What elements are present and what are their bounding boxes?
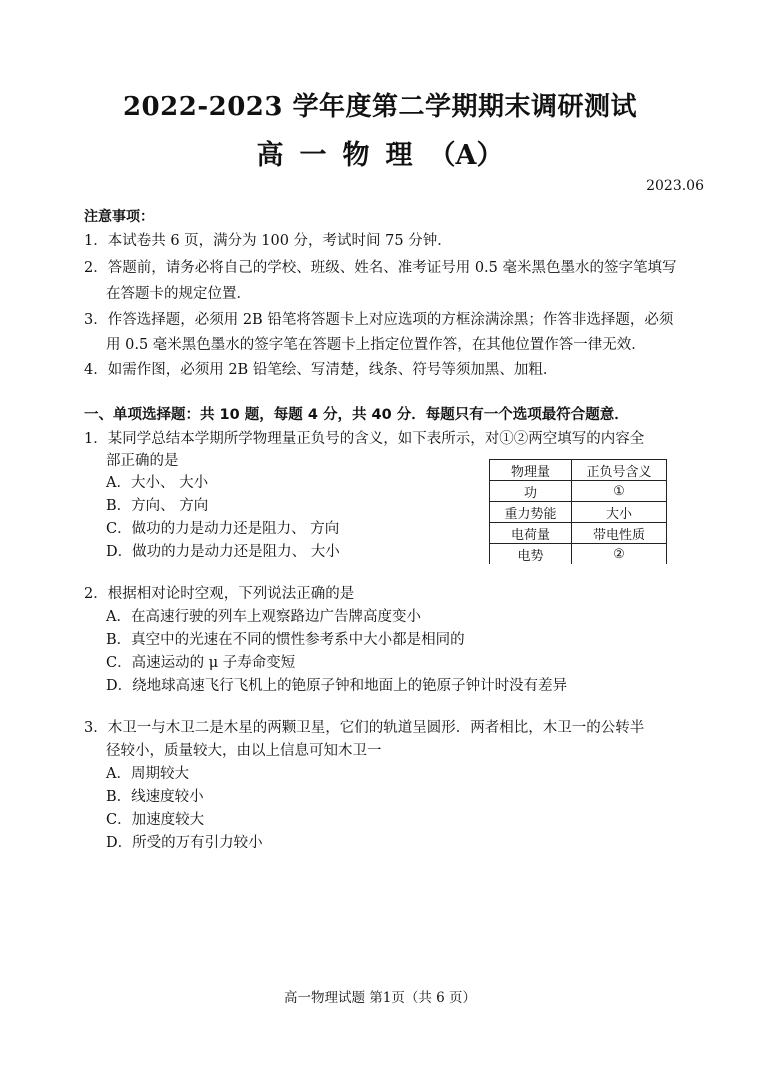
option-d: D．绕地球高速飞行飞机上的铯原子钟和地面上的铯原子钟计时没有差异 xyxy=(106,678,568,694)
exam-subtitle xyxy=(0,133,760,172)
exam-date: 2023.06 xyxy=(646,178,704,194)
option-b: B．方向、 方向 xyxy=(106,498,209,514)
note-item: 3．作答选择题，必须用 2B 铅笔将答题卡上对应选项的方框涂满涂黑；作答非选择题，必须 xyxy=(84,312,674,328)
subtitle-char: （A） xyxy=(428,140,504,171)
option-b: B．线速度较小 xyxy=(106,789,204,805)
table-row xyxy=(490,481,667,502)
note-item: 在答题卡的规定位置． xyxy=(106,286,251,302)
section-heading: 一、单项选择题：共 10 题，每题 4 分，共 40 分．每题只有一个选项最符合题意． xyxy=(84,407,629,423)
option-a: A．在高速行驶的列车上观察路边广告牌高度变小 xyxy=(106,609,421,625)
table-cell: 电势 xyxy=(490,544,572,565)
table-cell: 物理量 xyxy=(490,460,572,481)
table-cell: 正负号含义 xyxy=(572,460,667,481)
page-footer: 高一物理试题 第1页（共 6 页） xyxy=(283,990,477,1006)
question-stem: 径较小，质量较大，由以上信息可知木卫一 xyxy=(106,743,382,759)
option-a: A．周期较大 xyxy=(106,766,189,782)
notes-heading: 注意事项： xyxy=(84,209,154,225)
option-a: A．大小、 大小 xyxy=(106,475,209,491)
option-b: B．真空中的光速在不同的惯性参考系中大小都是相同的 xyxy=(106,632,465,648)
exam-title: 2022-2023 学年度第二学期期末调研测试 xyxy=(122,92,638,122)
option-c: C．做功的力是动力还是阻力、 方向 xyxy=(106,521,340,537)
note-item: 4．如需作图，必须用 2B 铅笔绘、写清楚，线条、符号等须加黑、加粗． xyxy=(84,362,558,378)
option-c: C．高速运动的 μ 子寿命变短 xyxy=(106,655,296,671)
table-row xyxy=(490,502,667,523)
table-cell: 功 xyxy=(490,481,572,502)
option-d: D．做功的力是动力还是阻力、 大小 xyxy=(106,544,340,560)
subtitle-char: 物 xyxy=(342,140,370,171)
note-item: 1．本试卷共 6 页，满分为 100 分，考试时间 75 分钟． xyxy=(84,233,452,249)
quantity-sign-table xyxy=(489,459,667,564)
question-stem: 3．木卫一与木卫二是木星的两颗卫星，它们的轨道呈圆形．两者相比，木卫一的公转半 xyxy=(84,720,645,736)
subtitle-char: 高 xyxy=(256,140,284,171)
table-row xyxy=(490,544,667,565)
question-stem: 1．某同学总结本学期所学物理量正负号的含义，如下表所示，对①②两空填写的内容全 xyxy=(84,431,645,447)
subtitle-char: 理 xyxy=(385,140,413,171)
table-row xyxy=(490,523,667,544)
option-c: C．加速度较大 xyxy=(106,812,205,828)
note-item: 用 0.5 毫米黑色墨水的签字笔在答题卡上指定位置作答，在其他位置作答一律无效． xyxy=(106,337,646,353)
question-stem: 部正确的是 xyxy=(106,453,179,469)
note-item: 2．答题前，请务必将自己的学校、班级、姓名、准考证号用 0.5 毫米黑色墨水的签字笔填写 xyxy=(84,260,677,276)
table-cell: ① xyxy=(572,481,667,502)
question-stem: 2．根据相对论时空观，下列说法正确的是 xyxy=(84,586,355,602)
table-cell: ② xyxy=(572,544,667,565)
option-d: D．所受的万有引力较小 xyxy=(106,835,263,851)
table-cell: 大小 xyxy=(572,502,667,523)
table-cell: 带电性质 xyxy=(572,523,667,544)
table-row xyxy=(490,460,667,481)
subtitle-char: 一 xyxy=(299,140,327,171)
table-cell: 重力势能 xyxy=(490,502,572,523)
table-cell: 电荷量 xyxy=(490,523,572,544)
